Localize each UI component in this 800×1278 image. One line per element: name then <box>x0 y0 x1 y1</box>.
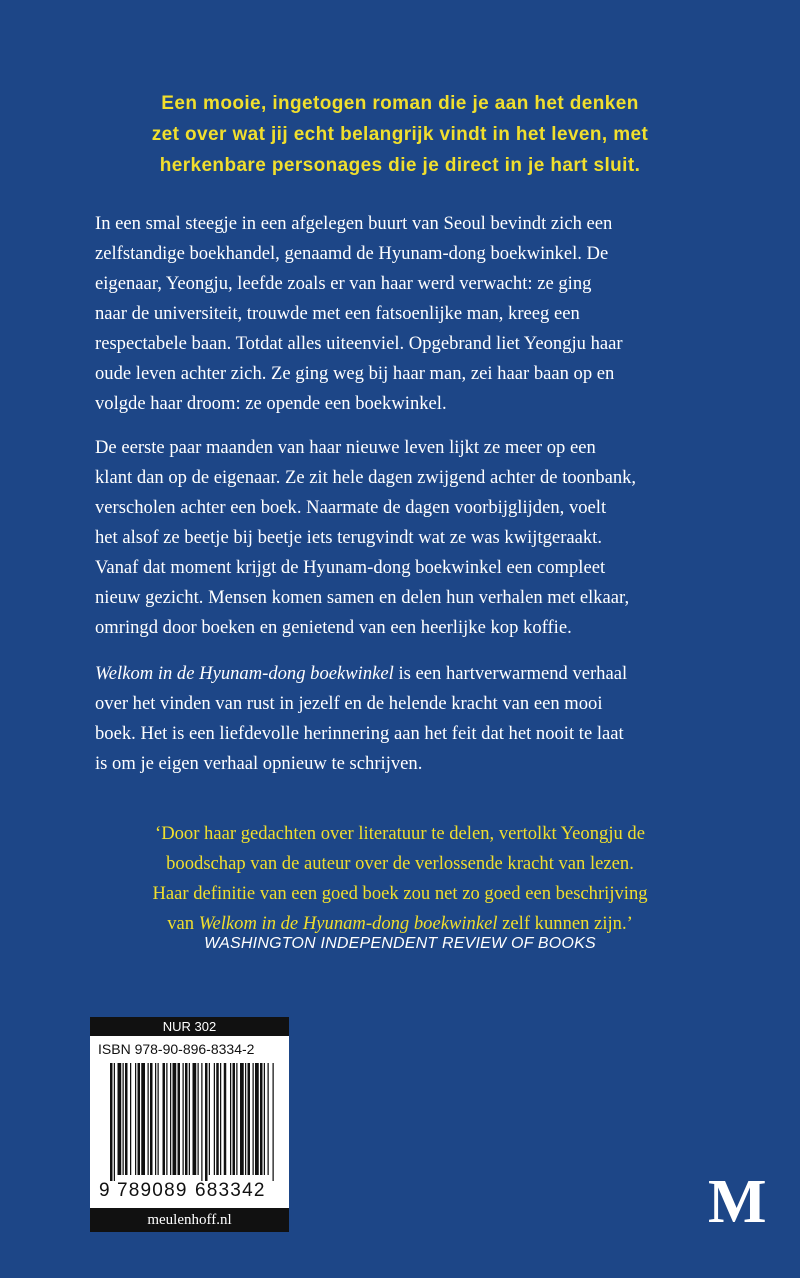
barcode-stripe <box>248 1063 251 1175</box>
barcode-stripe <box>230 1063 231 1175</box>
blurb-line: naar de universiteit, trouwde met een fatsoenlijke man, kreeg een <box>95 303 580 324</box>
barcode-stripe <box>123 1063 124 1175</box>
quote-line: Haar definitie van een goed boek zou net zo goed een beschrijving <box>152 883 648 904</box>
blurb-line-text: is een hartverwarmend verhaal <box>393 663 628 684</box>
blurb-line: klant dan op de eigenaar. Ze zit hele dagen zwijgend achter de toonbank, <box>95 467 637 488</box>
barcode-stripe <box>170 1063 171 1175</box>
blurb-line: volgde haar droom: ze opende een boekwinkel. <box>95 393 447 414</box>
barcode-stripe <box>245 1063 246 1175</box>
quote-text: van <box>167 913 199 934</box>
blurb-line: het alsof ze beetje bij beetje iets terugvindt wat ze was kwijtgeraakt. <box>95 527 602 548</box>
barcode-stripe <box>216 1063 219 1175</box>
blurb-line: zelfstandige boekhandel, genaamd de Hyunam-dong boekwinkel. De <box>95 243 609 264</box>
publisher-website: meulenhoff.nl <box>90 1208 289 1232</box>
quote-text: zelf kunnen zijn.’ <box>497 913 633 934</box>
barcode-stripe <box>273 1063 274 1181</box>
barcode-stripe <box>183 1063 184 1175</box>
barcode-stripe <box>240 1063 244 1175</box>
barcode-stripe <box>118 1063 122 1175</box>
blurb-line: boek. Het is een liefdevolle herinnering aan het feit dat het nooit te laat <box>95 723 624 744</box>
ean-first-digit: 9 <box>99 1180 110 1201</box>
tagline-line: Een mooie, ingetogen roman die je aan het denken <box>161 93 639 114</box>
blurb-line: Vanaf dat moment krijgt de Hyunam-dong boekwinkel een compleet <box>95 557 606 578</box>
isbn-number: ISBN 978-90-896-8334-2 <box>98 1041 255 1057</box>
barcode-stripe <box>193 1063 197 1175</box>
barcode-stripe <box>264 1063 265 1175</box>
ean-left-digits: 789089 <box>117 1180 188 1201</box>
barcode-stripe <box>255 1063 259 1175</box>
barcode-stripe <box>173 1063 177 1175</box>
barcode-stripe <box>189 1063 190 1175</box>
barcode-stripe <box>114 1063 115 1181</box>
blurb-line <box>95 659 707 689</box>
blurb-paragraph-1 <box>95 209 707 419</box>
tagline-line: herkenbare personages die je direct in je hart sluit. <box>159 155 641 176</box>
blurb-line: omringd door boeken en genietend van een heerlijke kop koffie. <box>95 617 572 638</box>
blurb-line: In een smal steegje in een afgelegen buurt van Seoul bevindt zich een <box>95 213 613 234</box>
barcode-stripe <box>166 1063 167 1175</box>
blurb-line: over het vinden van rust in jezelf en de helende kracht van een mooi <box>95 693 603 714</box>
barcode-stripe <box>209 1063 210 1175</box>
barcode-stripe <box>155 1063 156 1175</box>
blurb-paragraph-2 <box>95 433 707 643</box>
blurb-line: nieuw gezicht. Mensen komen samen en delen hun verhalen met elkaar, <box>95 587 630 608</box>
barcode-stripe <box>158 1063 159 1175</box>
blurb-paragraph-3 <box>95 659 707 779</box>
barcode-icon <box>90 1017 289 1208</box>
barcode-stripe <box>141 1063 145 1175</box>
blurb-line: verscholen achter een boek. Naarmate de dagen voorbijglijden, voelt <box>95 497 607 518</box>
barcode-stripe <box>233 1063 236 1175</box>
book-title: Welkom in de Hyunam-dong boekwinkel <box>95 663 394 684</box>
barcode-stripe <box>178 1063 181 1175</box>
barcode-stripe <box>150 1063 153 1175</box>
book-title: Welkom in de Hyunam-dong boekwinkel <box>198 913 498 934</box>
barcode-stripe <box>125 1063 128 1175</box>
blurb-line: is om je eigen verhaal opnieuw te schrijven. <box>95 753 423 774</box>
barcode-block <box>90 1017 289 1232</box>
nur-code: NUR 302 <box>90 1017 289 1036</box>
barcode-stripe <box>220 1063 221 1175</box>
barcode-stripe <box>110 1063 113 1181</box>
barcode-stripe <box>260 1063 263 1175</box>
barcode-stripe <box>236 1063 237 1175</box>
tagline <box>80 88 720 181</box>
tagline-line: zet over wat jij echt belangrijk vindt in het leven, met <box>151 124 649 145</box>
barcode-stripe <box>135 1063 136 1175</box>
quote-source: WASHINGTON INDEPENDENT REVIEW OF BOOKS <box>204 935 596 952</box>
barcode-stripe <box>214 1063 215 1175</box>
quote-line: ‘Door haar gedachten over literatuur te delen, vertolkt Yeongju de <box>155 823 645 844</box>
barcode-stripe <box>201 1063 202 1181</box>
blurb-line: eigenaar, Yeongju, leefde zoals er van haar werd verwacht: ze ging <box>95 273 592 294</box>
barcode-stripe <box>253 1063 254 1175</box>
quote-line: boodschap van de auteur over de verlossende kracht van lezen. <box>166 853 634 874</box>
barcode-stripe <box>163 1063 166 1175</box>
barcode-stripe <box>198 1063 199 1175</box>
barcode-stripe <box>224 1063 227 1175</box>
blurb-line: De eerste paar maanden van haar nieuwe leven lijkt ze meer op een <box>95 437 596 458</box>
barcode-stripe <box>148 1063 149 1175</box>
review-quote <box>92 819 708 939</box>
blurb-line: oude leven achter zich. Ze ging weg bij haar man, zei haar baan op en <box>95 363 615 384</box>
barcode-stripe <box>130 1063 131 1175</box>
barcode-stripe <box>138 1063 141 1175</box>
publisher-logo: M <box>708 1168 767 1236</box>
barcode-stripe <box>268 1063 269 1175</box>
barcode-stripe <box>205 1063 208 1181</box>
ean-right-digits: 683342 <box>195 1180 266 1201</box>
barcode-stripe <box>185 1063 188 1175</box>
blurb-line: respectabele baan. Totdat alles uiteenviel. Opgebrand liet Yeongju haar <box>95 333 623 354</box>
